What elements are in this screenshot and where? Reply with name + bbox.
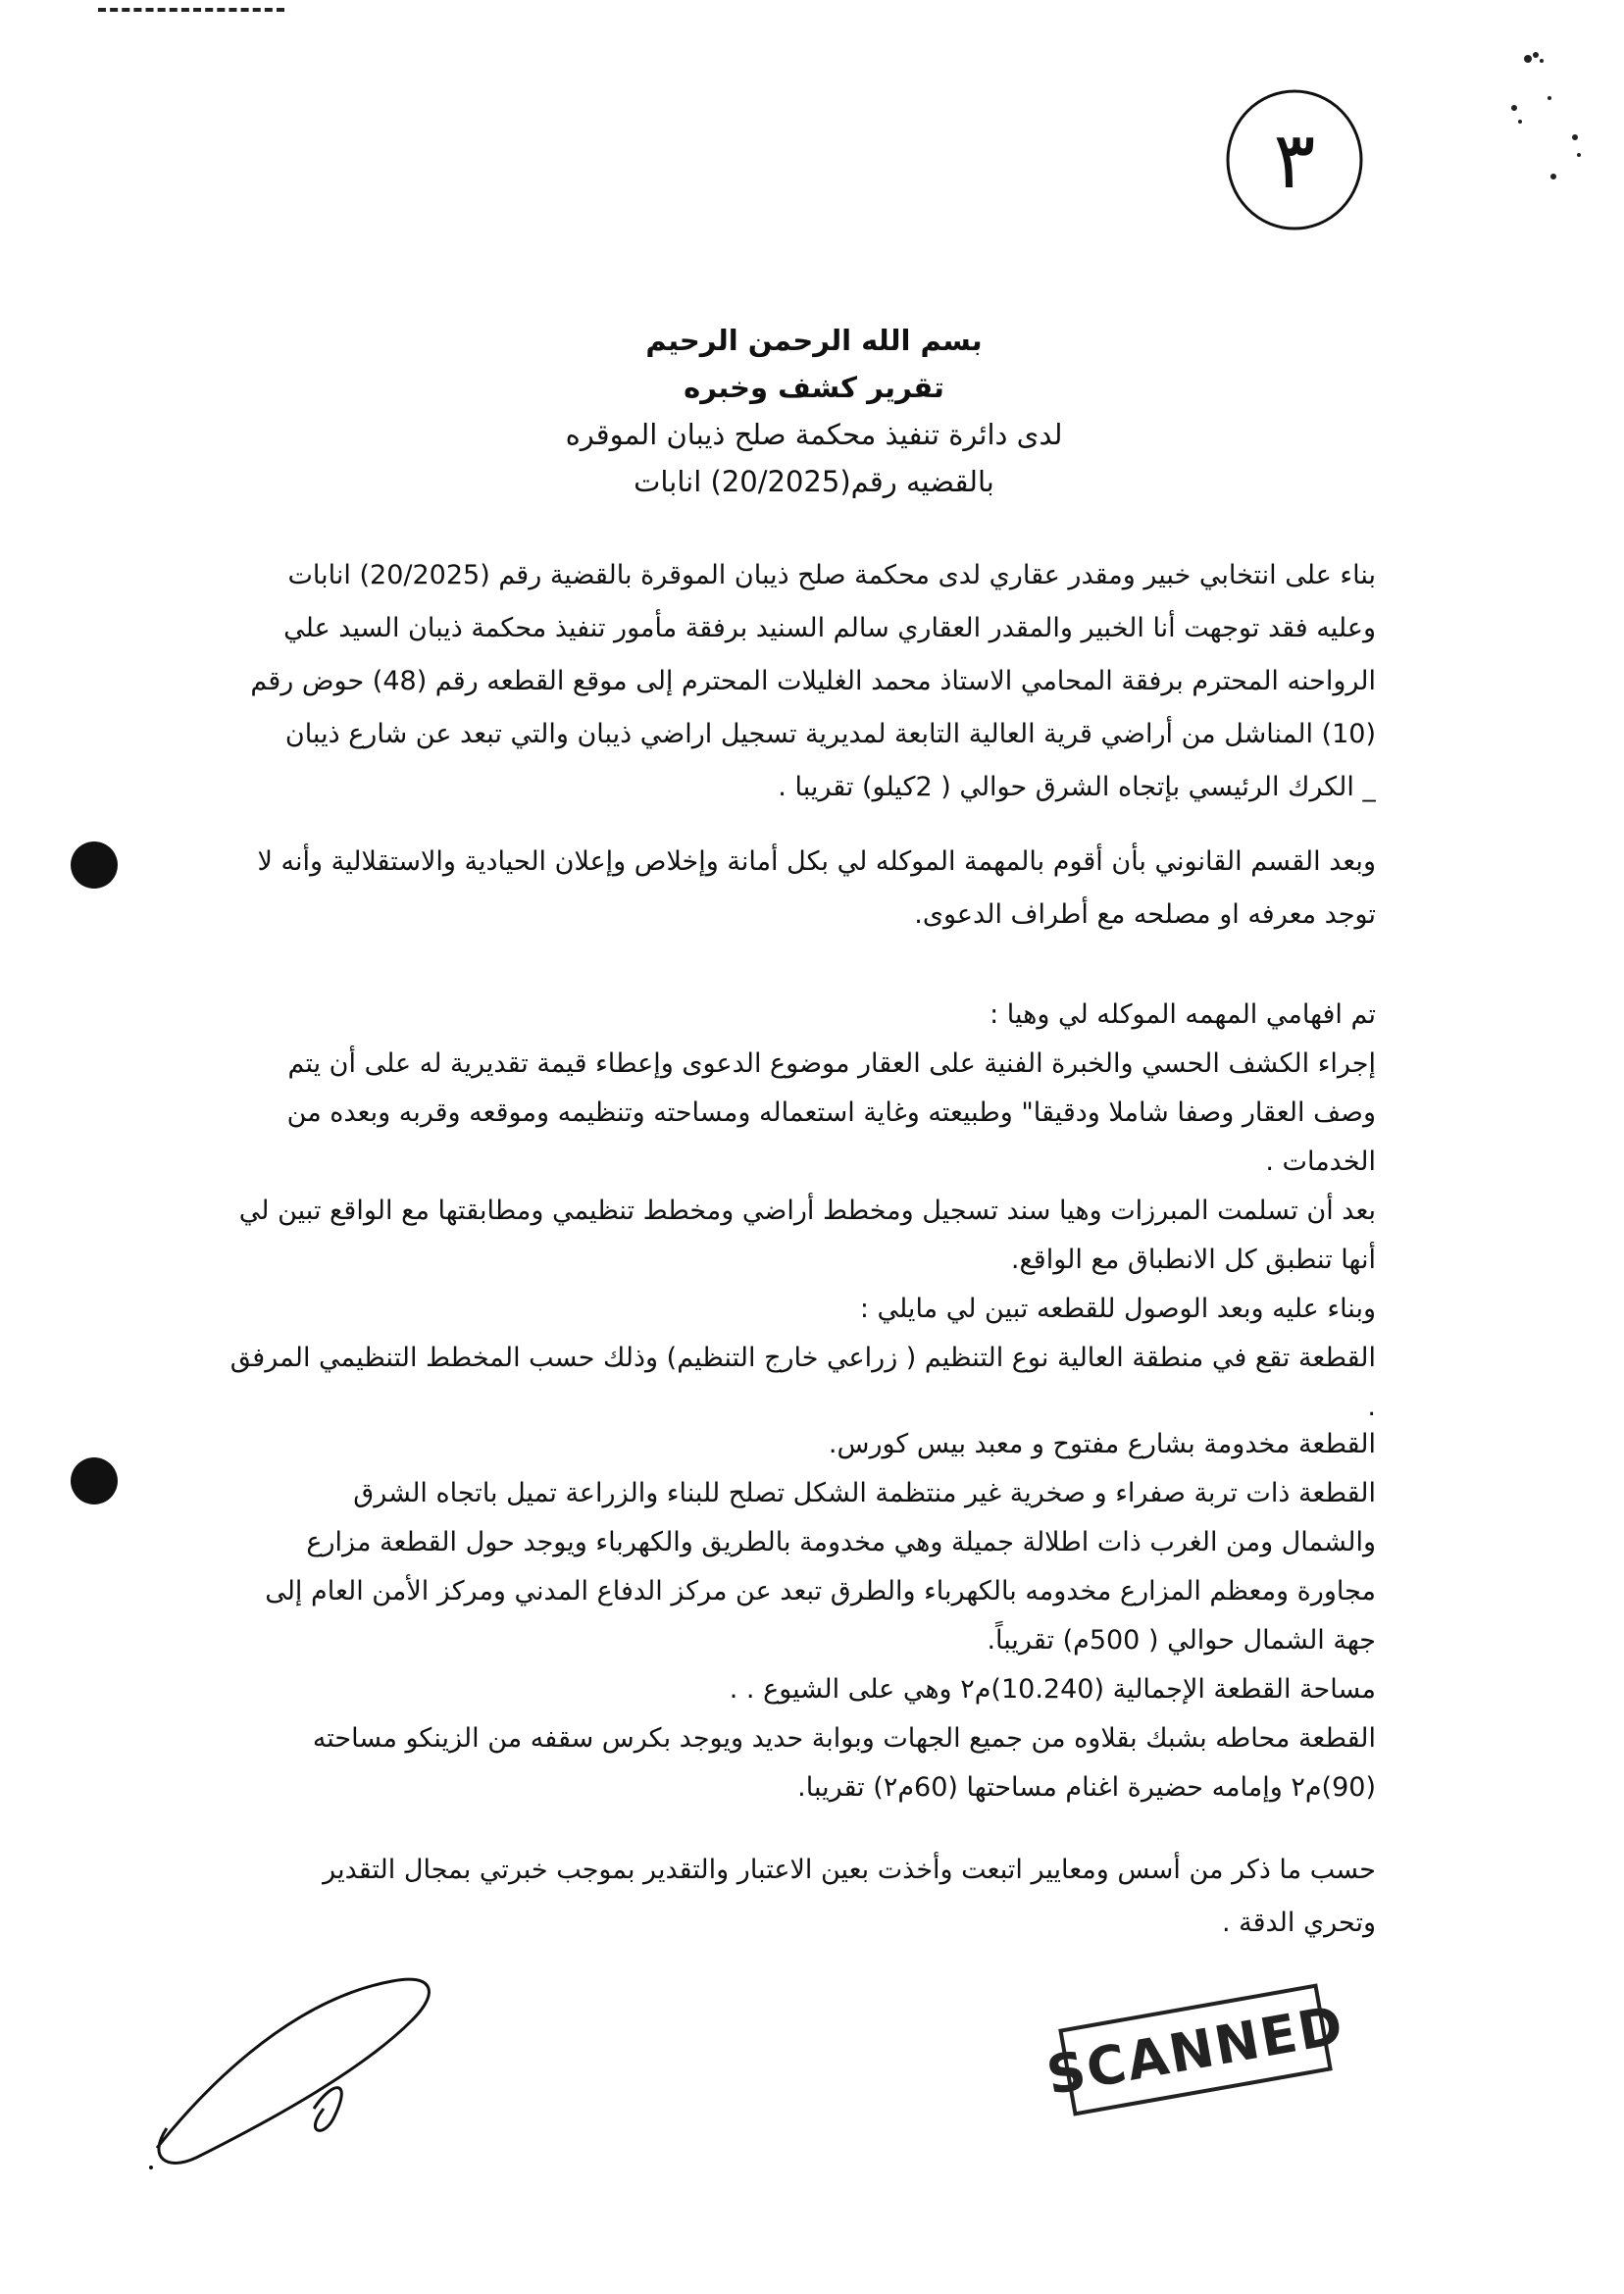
text-line: جهة الشمال حوالي ( 500م) تقريباً. <box>987 1625 1376 1656</box>
text-line: القطعة محاطه بشبك بقلاوه من جميع الجهات وبوابة حديد ويوجد بكرس سقفه من الزينكو مساحته <box>312 1723 1376 1754</box>
text-line: القطعة تقع في منطقة العالية نوع التنظيم ( زراعي خارج التنظيم) وذلك حسب المخطط التنظيمي المرفق <box>229 1343 1376 1373</box>
text-line: وبعد القسم القانوني بأن أقوم بالمهمة الموكله لي بكل أمانة وإخلاص وإعلان الحيادية والاستقلالية وأنه لا <box>257 846 1376 877</box>
text-line: _ الكرك الرئيسي بإتجاه الشرق حوالي ( 2كيلو) تقريبا . <box>778 772 1376 802</box>
text-line: الرواحنه المحترم برفقة المحامي الاستاذ محمد الغليلات المحترم إلى موقع القطعه رقم (48) حوض رقم <box>250 666 1376 696</box>
text-line: القطعة ذات تربة صفراء و صخرية غير منتظمة الشكل تصلح للبناء والزراعة تميل باتجاه الشرق <box>353 1478 1376 1508</box>
text-line: (90)م٢ وإمامه حضيرة اغنام مساحتها (60م٢) تقريبا. <box>797 1772 1376 1803</box>
text-line: القطعة مخدومة بشارع مفتوح و معبد بيس كورس. <box>828 1429 1376 1459</box>
text-line: مجاورة ومعظم المزارع مخدومه بالكهرباء والطرق تبعد عن مركز الدفاع المدني ومركز الأمن العام إلى <box>265 1576 1376 1606</box>
text-line: والشمال ومن الغرب ذات اطلالة جميلة وهي مخدومة بالطريق والكهرباء ويوجد حول القطعة مزارع <box>306 1527 1376 1557</box>
text-line: أنها تنطبق كل الانطباق مع الواقع. <box>1010 1245 1376 1275</box>
scanned-stamp <box>1041 1983 1349 2116</box>
text-line: حسب ما ذكر من أسس ومعايير اتبعت وأخذت بعين الاعتبار والتقدير بموجب خبرتي بمجال التقدير <box>323 1855 1376 1885</box>
text-line: بناء على انتخابي خبير ومقدر عقاري لدى محكمة صلح ذيبان الموقرة بالقضية رقم (20/2025) انابات <box>287 560 1376 590</box>
top-edge-mark <box>98 0 284 12</box>
text-line: الخدمات . <box>1265 1147 1376 1177</box>
text-line: مساحة القطعة الإجمالية (10.240)م٢ وهي على الشيوع . . <box>729 1674 1376 1705</box>
text-line: . <box>1367 1392 1376 1422</box>
punch-hole-mark <box>71 841 118 889</box>
report-title: تقرير كشف وخبره <box>684 371 944 404</box>
paragraph-conclusion <box>199 1844 1376 1950</box>
court-line: لدى دائرة تنفيذ محكمة صلح ذيبان الموقره <box>565 418 1063 451</box>
page-number-mark: ٣ <box>1273 115 1316 206</box>
margin-specks <box>1491 39 1599 186</box>
circled-page-number <box>1216 83 1373 240</box>
basmala: بسم الله الرحمن الرحيم <box>645 324 983 357</box>
text-line: تم افهامي المهمه الموكله لي وهيا : <box>990 999 1376 1030</box>
stamp-label: SCANNED <box>1041 1993 1349 2107</box>
paragraph-appointment <box>199 549 1376 814</box>
paragraph-task <box>199 991 1376 1432</box>
text-line: توجد معرفه او مصلحه مع أطراف الدعوى. <box>914 899 1376 930</box>
paragraph-oath <box>199 836 1376 942</box>
text-line: (10) المناشل من أراضي قرية العالية التابعة لمديرية تسجيل اراضي ذيبان والتي تبعد عن شارع ذيبان <box>284 719 1376 749</box>
text-line: وعليه فقد توجهت أنا الخبير والمقدر العقاري سالم السنيد برفقة مأمور تنفيذ محكمة ذيبان السيد علي <box>283 613 1376 643</box>
text-line: وبناء عليه وبعد الوصول للقطعه تبين لي مايلي : <box>859 1294 1376 1324</box>
signature <box>137 1962 451 2177</box>
text-line: بعد أن تسلمت المبرزات وهيا سند تسجيل ومخطط أراضي ومخطط تنظيمي ومطابقتها مع الواقع تبين لي <box>238 1196 1376 1226</box>
text-line: وصف العقار وصفا شاملا ودقيقا" وطبيعته وغاية استعماله ومساحته وتنظيمه وموقعه وقربه وبعده من <box>286 1097 1376 1128</box>
case-number: بالقضيه رقم(20/2025) انابات <box>634 465 994 498</box>
text-line: إجراء الكشف الحسي والخبرة الفنية على العقار موضوع الدعوى وإعطاء قيمة تقديرية له على أن يتم <box>287 1048 1376 1079</box>
punch-hole-mark <box>71 1457 118 1504</box>
paragraph-description <box>199 1420 1376 1812</box>
text-line: وتحري الدقة . <box>1221 1908 1376 1938</box>
